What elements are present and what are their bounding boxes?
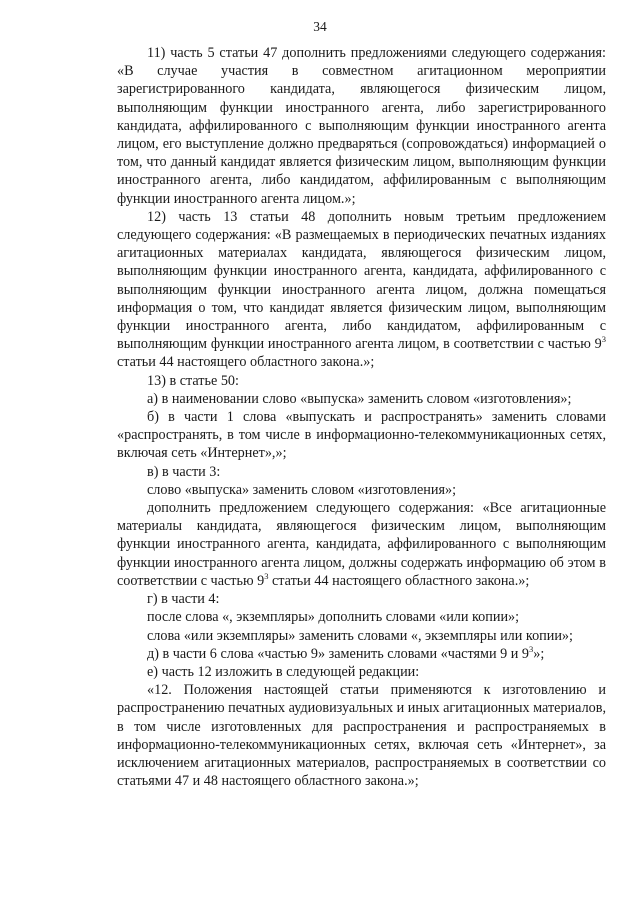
paragraph-item-13v-2 <box>117 499 606 590</box>
document-body <box>117 44 606 790</box>
item-12-tail: статьи 44 настоящего областного закона.»; <box>117 354 375 371</box>
item-13d-superscript: 3 <box>528 643 534 654</box>
paragraph-item-11: 11) часть 5 статьи 47 дополнить предложениями следующего содержания: «В случае участия в совместном агитационном мероприятии зарегистрированного кандидата, являющегося физическим лицом, выполняющим функции иностранного агента, либо зарегистрированного кандидата, аффилированного с выполняющим функции иностранного агента лицом, его выступление должно предваряться (сопровождаться) информацией о том, что данный кандидат является физическим лицом, выполняющим функции иностранного агента, либо кандидатом, аффилированным с выполняющим функции иностранного агента лицом.»; <box>117 45 606 207</box>
paragraph-item-13b: б) в части 1 слова «выпускать и распространять» заменить словами «распространять, в том числе в информационно-телекоммуникационных сетях, включая сеть «Интернет»,»; <box>117 409 606 462</box>
paragraph-item-13a: а) в наименовании слово «выпуска» заменить словом «изготовления»; <box>147 390 572 407</box>
paragraph-item-13e: е) часть 12 изложить в следующей редакции: <box>147 663 420 680</box>
paragraph-item-13g-1: после слова «, экземпляры» дополнить словами «или копии»; <box>147 609 520 626</box>
item-13d-text: д) в части 6 слова «частью 9» заменить словами «частями 9 и 9 <box>147 645 529 662</box>
paragraph-item-13d <box>117 645 606 663</box>
paragraph-item-13g-2: слова «или экземпляры» заменить словами «, экземпляры или копии»; <box>147 627 573 644</box>
paragraph-item-12 <box>117 208 606 372</box>
item-12-superscript: 3 <box>601 334 606 345</box>
paragraph-item-13v-1: слово «выпуска» заменить словом «изготовления»; <box>147 481 457 498</box>
item-13v-2-tail: статьи 44 настоящего областного закона.»; <box>268 572 530 589</box>
paragraph-item-13: 13) в статье 50: <box>147 372 239 389</box>
page-number: 34 <box>313 19 327 34</box>
paragraph-item-13e-quote: «12. Положения настоящей статьи применяются к изготовлению и распространению печатных аудиовизуальных и иных агитационных материалов, в том числе изготовленных для распространения и распространяемых в информационно-телекоммуникационных сетях, включая сеть «Интернет», за исключением агитационных материалов, распространяемых в соответствии со статьями 47 и 48 настоящего областного закона.»; <box>117 682 606 790</box>
item-13v-2-text: дополнить предложением следующего содержания: «Все агитационные материалы кандидата, являющегося физическим лицом, выполняющим функции иностранного агента, кандидата, аффилированного с выполняющим функции иностранного агента лицом, должны содержать информацию об этом в соответствии с частью 9 <box>117 500 606 589</box>
paragraph-item-13v: в) в части 3: <box>147 463 221 480</box>
item-12-text: 12) часть 13 статьи 48 дополнить новым третьим предложением следующего содержания: «В размещаемых в периодических печатных изданиях агитационных материалах кандидата, являющегося физическим лицом, выполняющим функции иностранного агента, кандидата, аффилированного с выполняющим функции иностранного агента лицом, должна помещаться информация о том, что кандидат является физическим лицом, выполняющим функции иностранного агента, либо кандидатом, аффилированным с выполняющим функции иностранного агента лицом, в соответствии с частью 9 <box>117 208 606 353</box>
item-13v-2-superscript: 3 <box>264 570 269 581</box>
paragraph-item-13g: г) в части 4: <box>147 591 220 608</box>
item-13d-tail: »; <box>533 645 545 662</box>
